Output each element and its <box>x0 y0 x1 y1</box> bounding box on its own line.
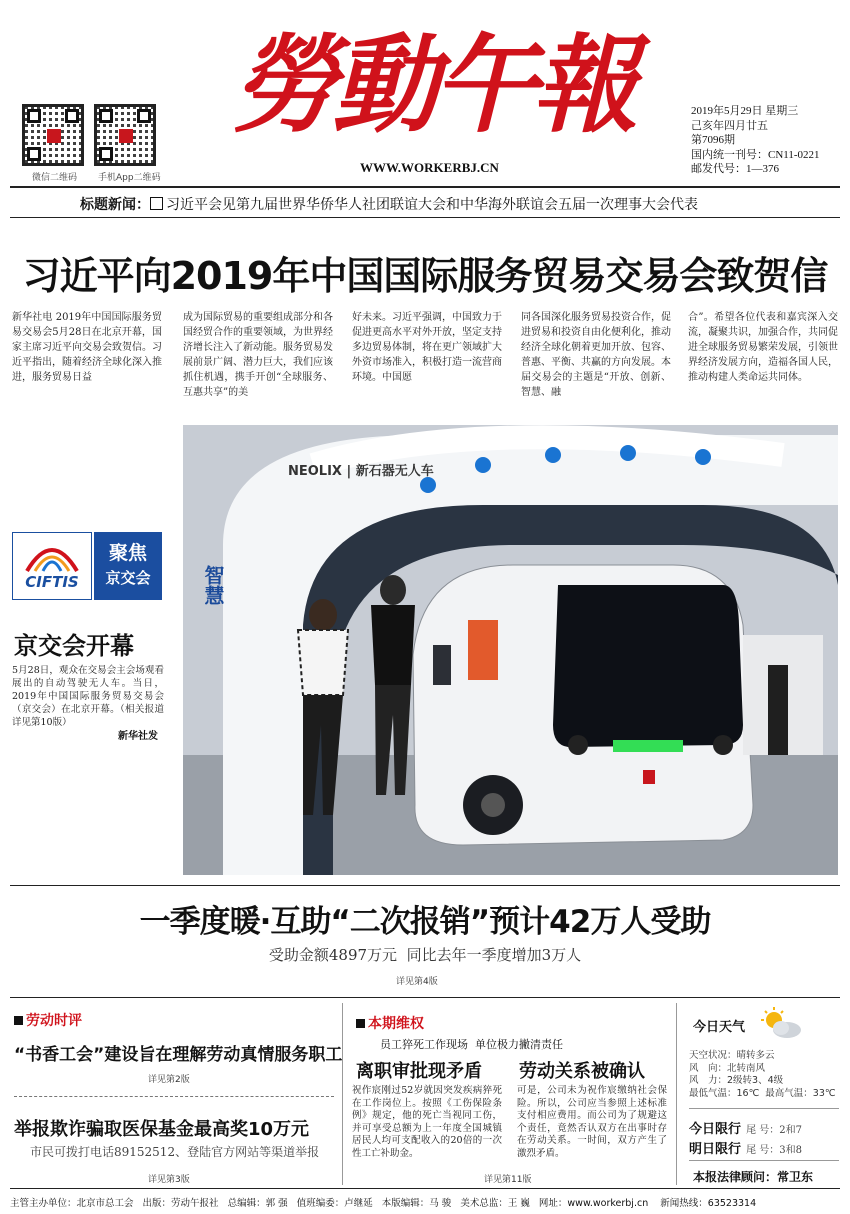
issue-cn-code: 国内统一刊号：CN11-0221 <box>691 148 820 161</box>
ciftis-badge-line1: 聚焦 <box>108 542 147 564</box>
ciftis-logo-text: CIFTIS <box>25 573 79 591</box>
app-qr-caption: 手机App二维码 <box>98 173 161 183</box>
rights-kicker: 员工猝死工作现场 单位极力撇清责任 <box>380 1038 563 1051</box>
app-qr-code <box>94 104 156 166</box>
weather-wind-force <box>689 1075 836 1088</box>
issue-info <box>691 104 820 177</box>
bookish-union-title[interactable]: “书香工会”建设旨在理解劳动真情服务职工 <box>14 1045 343 1065</box>
story2-bottom-rule <box>10 997 840 998</box>
weather-divider <box>689 1108 839 1109</box>
rights-body-b: 可是，公司未为祝作宸缴纳社会保险。所以，公司应当参照上述标准支付相应费用。而公司为了规避这个责任，竟然否认双方在出事时存在劳动关系。一时间，双方产生了激烈矛盾。 <box>517 1085 667 1159</box>
weather-sky <box>689 1050 836 1063</box>
bottom-left-divider <box>14 1096 334 1097</box>
headline-news-checkbox-icon <box>150 197 163 210</box>
headline-news-label: 标题新闻： <box>80 197 150 213</box>
traffic-limit-today <box>689 1118 802 1137</box>
column-divider-2 <box>676 1003 677 1185</box>
partly-cloudy-icon <box>757 1006 803 1040</box>
headline-news-bar <box>80 194 698 214</box>
headline-divider <box>10 217 840 218</box>
issue-number: 第7096期 <box>691 134 735 146</box>
column-divider-1 <box>342 1003 343 1185</box>
feature-credit: 新华社发 <box>118 731 158 742</box>
section-labor-commentary-label: 劳动时评 <box>26 1013 82 1029</box>
section-rights-protection <box>356 1013 424 1033</box>
insurance-fraud-see-page[interactable]: 详见第3版 <box>148 1175 190 1185</box>
story2-subtitle: 受助金额4897万元 同比去年一季度增加3万人 <box>268 946 582 964</box>
ciftis-swirl-icon <box>13 535 91 575</box>
lead-column-3: 好未来。习近平强调，中国致力于促进更高水平对外开放，坚定支持多边贸易体制，将在更广领域扩大外资市场准入，积极打造一流营商环境。中国愿 <box>352 312 502 383</box>
issue-date: 2019年5月29日 星期三 <box>691 105 799 117</box>
section-rights-protection-label: 本期维权 <box>368 1016 424 1032</box>
autonomous-vehicle-illustration <box>183 425 838 875</box>
traffic-limit-tomorrow <box>689 1138 802 1157</box>
ciftis-logo <box>12 532 162 600</box>
weather-wind-force-value: 2级转3、4级 <box>727 1075 784 1086</box>
lead-column-4: 同各国深化服务贸易投资合作，促进贸易和投资自由化便利化，推动经济全球化朝着更加开放、包容、普惠、平衡、共赢的方向发展。本届交易会的主题是“开放、创新、智慧、融 <box>521 312 671 398</box>
feature-caption: 5月28日，观众在交易会主会场观看展出的自动驾驶无人车。当日，2019年中国国际服务贸易交易会（京交会）在北京开幕。（相关报道详见第10版） <box>12 665 164 728</box>
weather-details <box>689 1050 836 1100</box>
traffic-limit-tomorrow-label: 明日限行 <box>689 1142 742 1157</box>
wechat-qr-caption: 微信二维码 <box>32 173 78 183</box>
traffic-limit-today-value: 尾 号：2和7 <box>746 1125 803 1136</box>
insurance-fraud-title[interactable]: 举报欺诈骗取医保基金最高奖10万元 <box>14 1119 310 1140</box>
header-divider <box>10 186 840 188</box>
weather-divider-2 <box>689 1160 839 1161</box>
story2-see-page[interactable]: 详见第4版 <box>396 977 438 987</box>
section-labor-commentary <box>14 1010 82 1030</box>
traffic-limit-today-label: 今日限行 <box>689 1122 742 1137</box>
photo-side-text: 智慧 <box>201 565 225 605</box>
lead-column-2: 成为国际贸易的重要组成部分和各国经贸合作的重要领域，为世界经济增长注入了新动能。服务贸易发展前景广阔、潜力巨大，我们应该抓住机遇，携手开创“全球服务、互惠共享”的美 <box>183 312 333 398</box>
masthead-logo: 勞動午報 <box>232 22 632 147</box>
rights-title-a[interactable]: 离职审批现矛盾 <box>356 1061 482 1082</box>
weather-temperature: 最低气温：16℃ 最高气温：33℃ <box>689 1087 836 1099</box>
rights-title-b[interactable]: 劳动关系被确认 <box>519 1061 645 1082</box>
lead-column-5: 合”。希望各位代表和嘉宾深入交流，凝聚共识，加强合作，共同促进全球服务贸易繁荣发展，引领世界经济发展方向，造福各国人民，推动构建人类命运共同体。 <box>688 312 838 383</box>
ciftis-logo-mark <box>12 532 92 600</box>
feature-title[interactable]: 京交会开幕 <box>14 632 134 660</box>
story2-top-rule <box>10 885 840 886</box>
expo-photo <box>183 425 838 875</box>
footer-rule <box>10 1188 840 1189</box>
weather-wind-direction <box>689 1063 836 1076</box>
section-square-icon <box>356 1019 365 1028</box>
weather-title: 今日天气 <box>693 1020 746 1035</box>
weather-wind-direction-value: 北转南风 <box>727 1062 766 1074</box>
headline-news-text[interactable]: 习近平会见第九届世界华侨华人社团联谊大会和中华海外联谊会五届一次理事大会代表 <box>166 197 698 213</box>
lead-headline[interactable]: 习近平向2019年中国国际服务贸易交易会致贺信 <box>22 254 828 298</box>
masthead-url[interactable]: WWW.WORKERBJ.CN <box>360 160 499 175</box>
bookish-union-see-page[interactable]: 详见第2版 <box>148 1075 190 1085</box>
weather-wind-direction-label: 风 向： <box>689 1062 728 1074</box>
section-square-icon <box>14 1016 23 1025</box>
wechat-qr-code <box>22 104 84 166</box>
traffic-limit-tomorrow-value: 尾 号：3和8 <box>746 1145 803 1156</box>
ciftis-badge-line2: 京交会 <box>105 569 151 587</box>
footer-credits: 主管主办单位：北京市总工会 出版：劳动午报社 总编辑：郭 强 值班编委：卢继延 本版编辑：马 骏 美术总监：王 巍 网址：www.workerbj.cn 新闻热线：63523314 <box>10 1198 757 1209</box>
weather-sky-value: 晴转多云 <box>736 1050 775 1061</box>
ciftis-badge <box>94 532 162 600</box>
issue-postal-code: 邮发代号：1—376 <box>691 163 779 175</box>
issue-lunar-date: 己亥年四月廿五 <box>691 119 768 132</box>
legal-advisor: 本报法律顾问：常卫东 <box>693 1170 814 1184</box>
rights-see-page[interactable]: 详见第11版 <box>484 1175 532 1185</box>
insurance-fraud-subtitle: 市民可拨打电话89152512、登陆官方网站等渠道举报 <box>30 1145 320 1159</box>
photo-sign-text: NEOLIX | 新石器无人车 <box>288 464 434 479</box>
lead-column-1: 新华社电 2019年中国国际服务贸易交易会5月28日在北京开幕，国家主席习近平向交易会致贺信。习近平指出，随着经济全球化深入推进，服务贸易日益 <box>12 312 162 383</box>
story2-title[interactable]: 一季度暖·互助“二次报销”预计42万人受助 <box>139 904 711 940</box>
weather-wind-force-label: 风 力： <box>689 1075 728 1086</box>
rights-body-a: 祝作宸刚过52岁就因突发疾病猝死在工作岗位上。按照《工伤保险条例》规定，他的死亡当视同工伤，并可享受总额为上一年度全国城镇居民人均可支配收入的20倍的一次性工亡补助金。 <box>352 1085 502 1159</box>
weather-sky-label: 天空状况： <box>689 1050 737 1061</box>
